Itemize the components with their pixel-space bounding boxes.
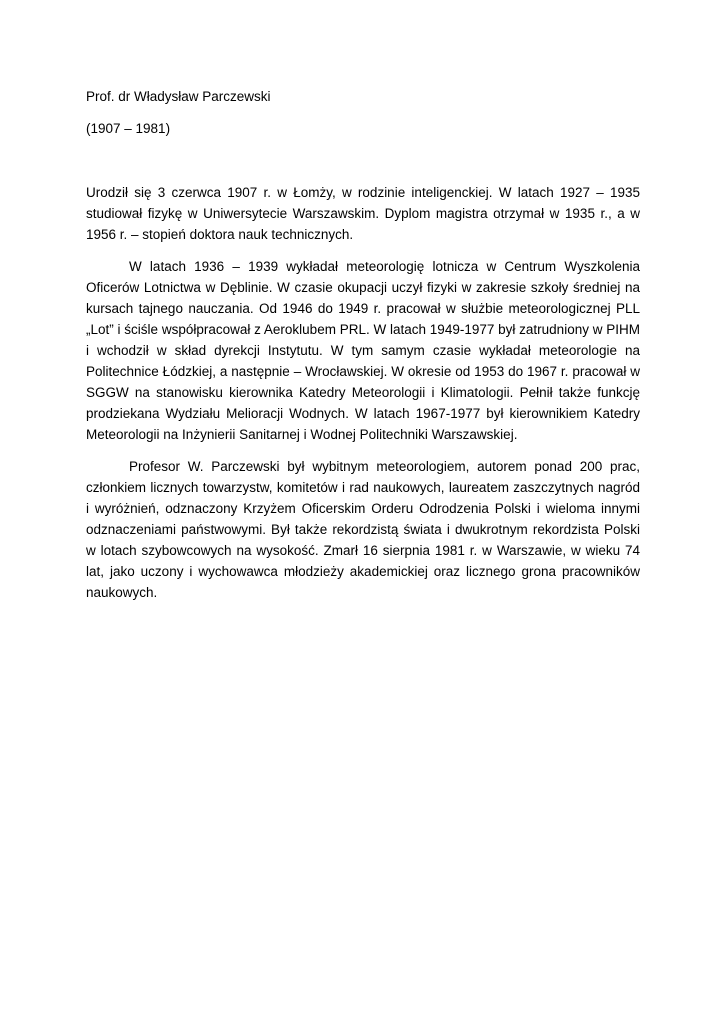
person-name: Prof. dr Władysław Parczewski <box>86 89 271 104</box>
document-page <box>86 86 640 603</box>
paragraph-career: W latach 1936 – 1939 wykładał meteorologię lotnicza w Centrum Wyszkolenia Oficerów Lotnictwa w Dęblinie. W czasie okupacji uczył fizyki w zakresie szkoły średniej na kursach tajnego nauczania. Od 1946 do 1949 r. pracował w służbie meteorologicznej PLL „Lot” i ściśle współpracował z Aeroklubem PRL. W latach 1949-1977 był zatrudniony w PIHM i wchodził w skład dyrekcji Instytutu. W tym samym czasie wykładał meteorologie na Politechnice Łódzkiej, a następnie – Wrocławskiej. W okresie od 1953 do 1967 r. pracował w SGGW na stanowisku kierownika Katedry Meteorologii i Klimatologii. Pełnił także funkcję prodziekana Wydziału Melioracji Wodnych. W latach 1967-1977 był kierownikiem Katedry Meteorologii na Inżynierii Sanitarnej i Wodnej Politechniki Warszawskiej. <box>86 259 640 442</box>
paragraph-education: Urodził się 3 czerwca 1907 r. w Łomży, w rodzinie inteligenckiej. W latach 1927 – 1935 studiował fizykę w Uniwersytecie Warszawskim. Dyplom magistra otrzymał w 1935 r., a w 1956 r. – stopień doktora nauk technicznych. <box>86 185 640 242</box>
life-years: (1907 – 1981) <box>86 121 171 136</box>
paragraph-achievements: Profesor W. Parczewski był wybitnym meteorologiem, autorem ponad 200 prac, członkiem licznych towarzystw, komitetów i rad naukowych, laureatem zaszczytnych nagród i wyróżnień, odznaczony Krzyżem Oficerskim Orderu Odrodzenia Polski i wieloma innymi odznaczeniami państwowymi. Był także rekordzistą świata i dwukrotnym rekordzista Polski w lotach szybowcowych na wysokość. Zmarł 16 sierpnia 1981 r. w Warszawie, w wieku 74 lat, jako uczony i wychowawca młodzieży akademickiej oraz licznego grona pracowników naukowych. <box>86 459 640 600</box>
